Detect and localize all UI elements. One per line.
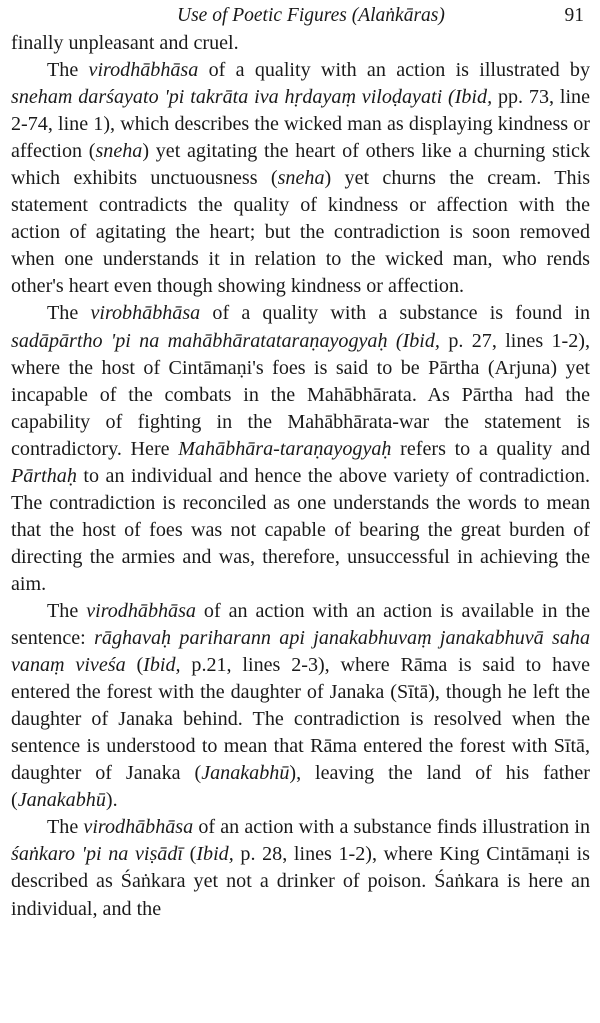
text-run: ).	[105, 789, 118, 812]
text-run: The	[47, 599, 87, 622]
running-title: Use of Poetic Figures (Alaṅkāras)	[177, 5, 445, 26]
text-run: The	[47, 816, 84, 839]
text-run: (	[182, 843, 197, 866]
italic-term: rāghavaḥ pariharann api janakabhuvaṃ janakabhuvā saha vanaṃ viveśa	[11, 627, 590, 677]
italic-term: Pārthaḥ	[11, 464, 77, 487]
italic-term: Janakabhū	[17, 789, 106, 812]
paragraph	[11, 598, 590, 814]
page-number: 91	[564, 5, 584, 26]
italic-term: Janakabhū	[201, 762, 290, 785]
body-text	[11, 30, 590, 923]
italic-term: sneha	[277, 167, 325, 190]
text-run: refers to a quality and	[391, 437, 590, 460]
italic-term: virodhābhāsa	[86, 599, 196, 622]
text-run: of a quality with a substance is found in	[200, 302, 590, 325]
italic-term: virobhābhāsa	[90, 302, 201, 325]
italic-term: sneha	[95, 140, 143, 163]
paragraph	[11, 57, 590, 300]
text-run: ), leaving the land of his father (	[11, 762, 591, 812]
italic-term: sadāpārtho 'pi na mahābhāratataraṇayogyaḥ (Ibid,	[11, 329, 440, 352]
italic-term: Mahābhāra-taraṇayogyaḥ	[178, 437, 392, 460]
paragraph	[11, 300, 590, 598]
text-run: to an individual and hence the above variety of contradiction. The contradiction is reconciled as one understands the words to mean that the host of foes was not capable of bearing the great burden of directing the armies and was, therefore, unsuccessful in achieving the aim.	[11, 464, 590, 595]
italic-term: virodhābhāsa	[83, 816, 194, 839]
italic-term: Ibid,	[143, 654, 181, 677]
paragraph	[11, 814, 590, 922]
text-run: (	[125, 654, 144, 677]
text-run: finally unpleasant and cruel.	[11, 32, 239, 54]
text-run: pp. 73, line 2-74, line 1), which describes the wicked man as displaying kindness or affection (	[11, 86, 590, 163]
text-run: of an action with an action is available in the sentence:	[11, 599, 591, 650]
text-run: of a quality with an action is illustrated by	[198, 59, 591, 82]
paragraph-continued	[11, 30, 590, 57]
text-run: p.21, lines 2-3), where Rāma is said to have entered the forest with the daughter of Janaka (Sītā), though he left the daughter of Janaka behind. The contradiction is resolved when the sentence is understood to mean that Rāma entered the forest with Sītā, daughter of Janaka (	[11, 654, 590, 785]
text-run: ) yet agitating the heart of others like a churning stick which exhibits unctuousness (	[11, 140, 591, 190]
running-head	[11, 0, 590, 30]
text-run: ) yet churns the cream. This statement contradicts the quality of kindness or affection with the action of agitating the heart; but the contradiction is soon removed when one understands it in relation to the wicked man, who rends other's heart even though showing kindness or affection.	[11, 167, 591, 298]
text-run: The	[47, 302, 91, 325]
italic-term: sneham darśayato 'pi takrāta iva hṛdayaṃ viloḍayati (Ibid,	[11, 86, 493, 109]
italic-term: śaṅkaro 'pi na viṣādī	[11, 843, 183, 866]
italic-term: Ibid,	[196, 843, 234, 866]
italic-term: virodhābhāsa	[88, 59, 199, 82]
text-run: p. 28, lines 1-2), where King Cintāmaṇi is described as Śaṅkara yet not a drinker of poison. Śaṅkara is here an individual, and the	[11, 843, 591, 920]
text-run: p. 27, lines 1-2), where the host of Cintāmaṇi's foes is said to be Pārtha (Arjuna) yet incapable of the combats in the Mahābhārata. As Pārtha had the capability of fighting in the Mahābhārata-war the statement is contradictory. Here	[11, 329, 591, 460]
text-run: of an action with a substance finds illustration in	[193, 816, 591, 839]
text-run: The	[47, 59, 89, 82]
